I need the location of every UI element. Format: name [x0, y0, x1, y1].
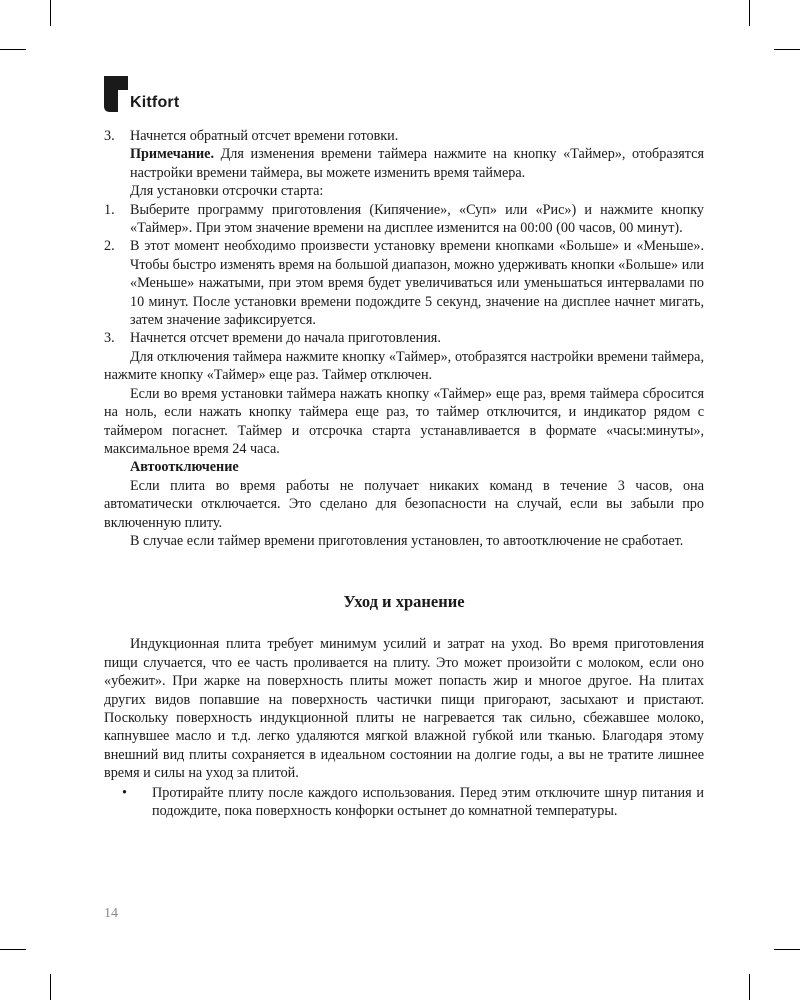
crop-mark [774, 949, 800, 950]
timer-paragraph: Для отключения таймера нажмите кнопку «Таймер», отобразятся настройки времени таймера, нажмите кнопку «Таймер» еще раз. Таймер отключен. [104, 348, 704, 384]
care-paragraph: Индукционная плита требует минимум усилий и затрат на уход. Во время приготовления пищи случается, что ее часть проливается на плиту. Это может произойти с молоком, если оно «убежит». При жарке на поверхность плиты может попасть жир и многое другое. На плитах других видов попавшие на поверхность частички пищи пригорают, засыхают и пристают. Поскольку поверхность индукционной плиты не нагревается так сильно, сбежавшее молоко, капнувшее масло и т.д. легко удаляются мягкой влажной губкой или тканью. Благодаря этому внешний вид плиты сохраняется в идеальном состоянии на долгие годы, а вы не тратите лишнее время и силы на уход за плитой. [104, 636, 704, 782]
step-text: Начнется отсчет времени до начала приготовления. [130, 330, 441, 347]
brand-name: Kitfort [130, 94, 180, 111]
auto-off-paragraph: Если плита во время работы не получает никаких команд в течение 3 часов, она автоматически отключается. Это сделано для безопасности на случай, если вы забыли про включенную плиту. [104, 477, 704, 531]
note-text: Для изменения времени таймера нажмите на кнопку «Таймер», отобразятся настройки времени таймера, вы можете изменить время таймера. [130, 146, 704, 181]
care-section-title: Уход и хранение [343, 592, 465, 612]
step-text: Начнется обратный отсчет времени готовки. [130, 128, 399, 144]
delay-intro: Для установки отсрочки старта: [130, 183, 324, 200]
step-number: 3. [104, 330, 115, 347]
step-text: Выберите программу приготовления (Кипячение», «Суп» или «Рис») и нажмите кнопку «Таймер». При этом значение времени на дисплее изменится на 00:00 (00 часов, 00 минут). [130, 201, 704, 237]
delay-step [104, 201, 704, 238]
crop-mark [50, 0, 51, 26]
crop-mark [0, 49, 26, 50]
page-number: 14 [104, 906, 118, 921]
bullet-text: Протирайте плиту после каждого использования. Перед этим отключите шнур питания и подождите, пока поверхность конфорки остынет до комнатной температуры. [152, 784, 704, 819]
note-label: Примечание. [130, 146, 214, 163]
crop-mark [0, 949, 26, 950]
crop-mark [774, 49, 800, 50]
delay-step [104, 329, 704, 347]
auto-off-paragraph: В случае если таймер времени приготовления установлен, то автоотключение не сработает. [130, 532, 684, 549]
step-text: В этот момент необходимо произвести установку времени кнопками «Больше» и «Меньше». Чтобы быстро изменять время на большой диапазон, можно удерживать кнопки «Больше» или «Меньше» нажатыми, при этом время будет увеличиваться или уменьшаться интервалами по 10 минут. После установки времени подождите 5 секунд, значение на дисплее начнет мигать, затем значение зафиксируется. [130, 238, 704, 329]
care-bullet [104, 784, 704, 821]
timer-paragraph: Если во время установки таймера нажать кнопку «Таймер» еще раз, время таймера сбросится на ноль, если нажать кнопку таймера еще раз, то таймер отключится, и индикатор рядом с таймером погаснет. Таймер и отсрочка старта устанавливается в формате «часы:минуты», максимальное время 24 часа. [104, 385, 704, 457]
page-content [104, 127, 704, 820]
kitfort-logo-mark-icon [104, 76, 132, 112]
crop-mark [749, 974, 750, 1000]
step-number: 2. [104, 238, 115, 255]
crop-mark [50, 974, 51, 1000]
crop-mark [749, 0, 750, 26]
timer-step [104, 127, 704, 145]
step-number: 3. [104, 128, 115, 144]
step-number: 1. [104, 201, 115, 218]
kitfort-logo [104, 76, 224, 112]
bullet-symbol: • [122, 784, 127, 801]
note [104, 145, 704, 182]
delay-step [104, 237, 704, 329]
auto-off-heading: Автоотключение [130, 459, 239, 476]
